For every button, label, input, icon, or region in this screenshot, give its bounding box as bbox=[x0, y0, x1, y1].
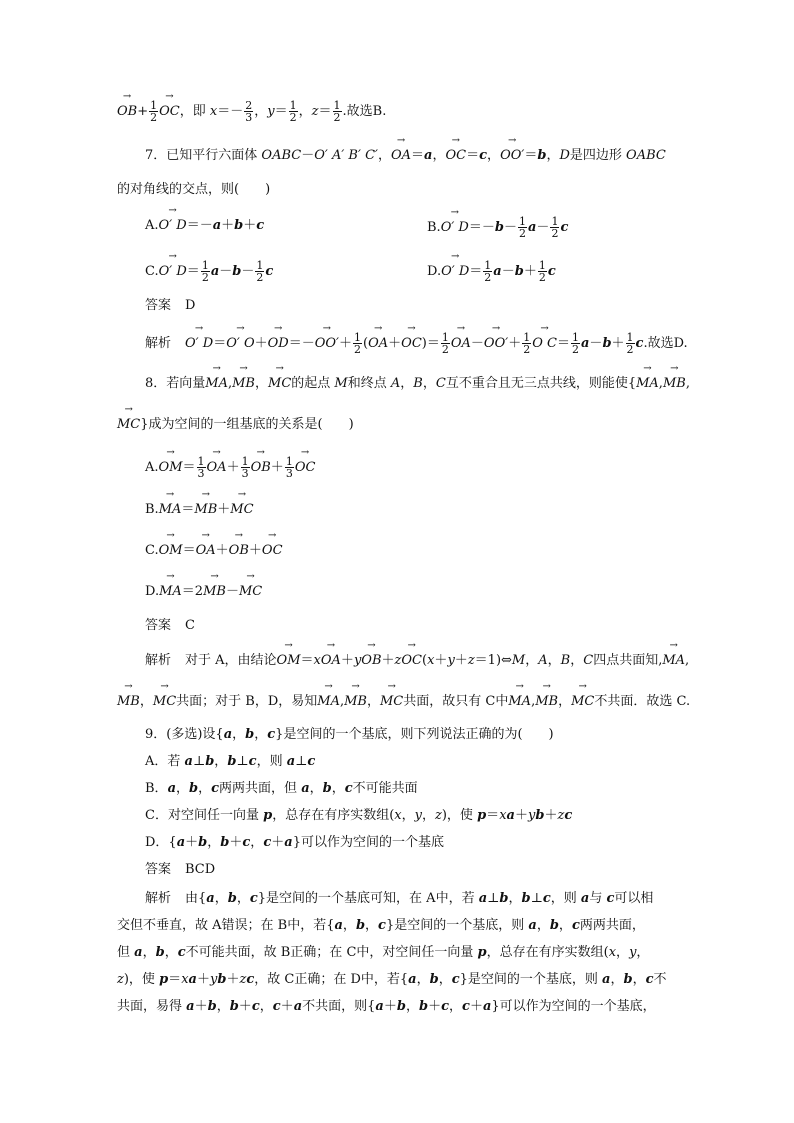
q8-stem: 8．若向量→ MA,→ MB，→ MC的起点 M和终点 A，B，C互不重合且无三点共线，则能使{→ MA,→ MB, bbox=[145, 374, 690, 394]
q7-answer: 答案 D bbox=[145, 298, 196, 313]
q9-option-c: C．对空间任一向量 p，总存在有序实数组(x，y，z)，使 p＝xa＋yb＋zc bbox=[145, 808, 573, 823]
q9-explanation-4: z)，使 p＝xa＋yb＋zc，故 C正确；在 D中，若{a，b，c}是空间的一个基底，则 a，b，c不 bbox=[117, 972, 667, 987]
q8-stem-cont: → MC}成为空间的一组基底的关系是( ) bbox=[117, 415, 354, 435]
q8-answer: 答案 C bbox=[145, 618, 195, 633]
q7-option-a: A.→ O′ D＝－a＋b＋c bbox=[145, 216, 264, 236]
prev-solution-end: → OB+ $\frac{1}{2}$ → OC，即 x＝－ $\frac{2}{3}$ ，y＝ $\frac{1}{2}$ ，z＝ $\frac{1}{2}$ .故选B. bbox=[117, 100, 386, 123]
q8-option-c: C.→ OM＝→ OA＋→ OB＋→ OC bbox=[145, 541, 283, 561]
q9-option-a: A．若 a⊥b，b⊥c，则 a⊥c bbox=[145, 754, 316, 769]
q7-stem: 7．已知平行六面体 OABC－O′ A′ B′ C′，→ OA＝a，→ OC＝c，→ OO′＝b，D是四边形 OABC bbox=[145, 146, 666, 166]
q7-option-d: D.→ O′ D＝ $\frac{1}{2}$ a－b＋ $\frac{1}{2}$ c bbox=[427, 260, 556, 283]
q8-explanation: 解析 对于 A，由结论→ OM＝x→ OA＋y→ OB＋z→ OC(x＋y＋z＝1)⇔M，A，B，C四点共面知,→ MA, bbox=[145, 651, 689, 671]
q9-explanation-5: 共面，易得 a＋b，b＋c，c＋a不共面，则{a＋b，b＋c，c＋a}可以作为空间的一个基底， bbox=[117, 999, 656, 1014]
q8-option-a: A.→ OM＝ $\frac{1}{3}$ → OA＋ $\frac{1}{3}$ → OB＋ $\frac{1}{3}$ → OC bbox=[145, 456, 315, 479]
q9-option-d: D．{a＋b，b＋c，c＋a}可以作为空间的一个基底 bbox=[145, 835, 444, 850]
q8-explanation-cont: → MB，→ MC共面；对于 B，D，易知→ MA,→ MB，→ MC共面，故只有 C中→ MA,→ MB，→ MC不共面．故选 C. bbox=[117, 692, 690, 712]
q9-answer: 答案 BCD bbox=[145, 862, 216, 877]
q8-option-b: B.→ MA＝→ MB＋→ MC bbox=[145, 500, 254, 520]
q9-explanation-2: 交但不垂直，故 A错误；在 B中，若{a，b，c}是空间的一个基底，则 a，b，c两两共面， bbox=[117, 918, 645, 933]
q9-stem: 9．(多选)设{a，b，c}是空间的一个基底，则下列说法正确的为( ) bbox=[145, 727, 554, 742]
q8-option-d: D.→ MA＝2→ MB－→ MC bbox=[145, 582, 262, 602]
q7-option-b: B.→ O′ D＝－b－ $\frac{1}{2}$ a－ $\frac{1}{2}$ c bbox=[427, 216, 568, 239]
q9-explanation-3: 但 a，b，c不可能共面，故 B正确；在 C中，对空间任一向量 p，总存在有序实数组(x，y， bbox=[117, 945, 650, 960]
q7-option-c: C.→ O′ D＝ $\frac{1}{2}$ a－b－ $\frac{1}{2}$ c bbox=[145, 260, 273, 283]
q7-stem-cont: 的对角线的交点，则( ) bbox=[117, 182, 271, 197]
q9-explanation-1: 解析 由{a，b，c}是空间的一个基底可知，在 A中，若 a⊥b，b⊥c，则 a与 c可以相 bbox=[145, 891, 654, 906]
q9-option-b: B．a，b，c两两共面，但 a，b，c不可能共面 bbox=[145, 781, 418, 796]
q7-explanation: 解析→ O′ D＝→ O′ O＋→ OD＝－→ OO′＋ $\frac{1}{2}$ (→ OA＋→ OC)＝ $\frac{1}{2}$ → OA－→ OO′＋ $\frac{1}{2}$ → O C＝ $\frac{1}{2}$ a－b＋ $\frac{1}{2}$ c.故选D. bbox=[145, 332, 688, 355]
